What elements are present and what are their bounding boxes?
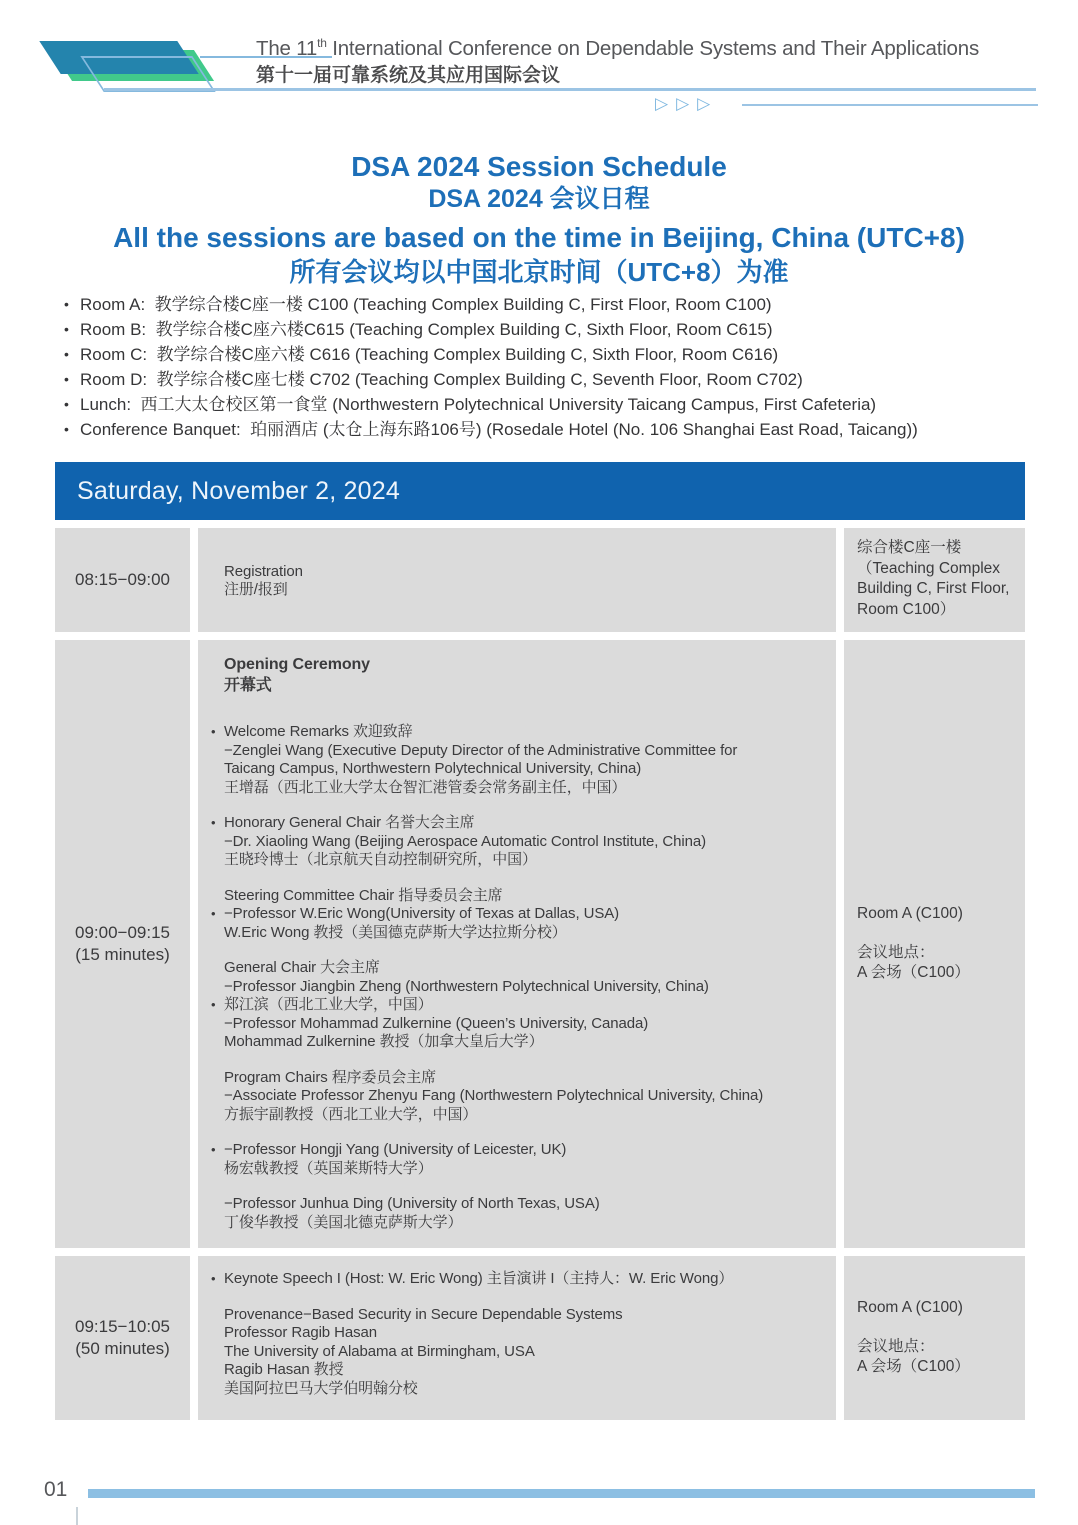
time-cell: [55, 1256, 190, 1420]
text-line: • Welcome Remarks 欢迎致辞: [224, 723, 824, 742]
text-line: Mohammad Zulkernine 教授（加拿大皇后大学）: [224, 1033, 544, 1050]
conference-title-zh: 第十一届可靠系统及其应用国际会议: [256, 64, 561, 86]
time-text: 09:00−09:15: [74, 923, 170, 942]
location-line: [857, 925, 1017, 943]
content-section: [224, 1306, 824, 1399]
text-line: 王晓玲博士（北京航天自动控制研究所，中国）: [224, 851, 537, 868]
title-en-prefix: The 11: [256, 36, 318, 60]
triangle-markers-icon: ▷▷▷: [655, 94, 719, 113]
text-line: • Honorary General Chair 名誉大会主席: [224, 814, 824, 833]
text-line: • 郑江滨（西北工业大学，中国）: [224, 996, 824, 1015]
time-cell: [55, 528, 190, 632]
conference-title-block: [256, 30, 979, 89]
text-line: 王增磊（西北工业大学太仓智汇港管委会常务副主任，中国）: [224, 778, 627, 796]
time-text: (50 minutes): [75, 1339, 170, 1358]
text-line: • −Professor W.Eric Wong(University of Texas at Dallas, USA): [224, 905, 824, 924]
location-line: （Teaching Complex: [857, 559, 1001, 577]
text-line: W.Eric Wong 教授（美国德克萨斯大学达拉斯分校）: [224, 923, 567, 941]
content-section: [224, 1069, 824, 1125]
room-legend-item: • Room B: 教学综合楼C座六楼C615 (Teaching Complex Building C, Sixth Floor, Room C615): [62, 317, 1022, 342]
schedule-row-keynote-1: [55, 1256, 1025, 1420]
page-number: 01: [44, 1478, 68, 1501]
location-line: 会议地点：: [857, 943, 935, 961]
content-cell: [198, 640, 836, 1248]
time-text: (15 minutes): [75, 945, 170, 964]
text-line: 丁俊华教授（美国北德克萨斯大学）: [224, 1213, 463, 1231]
header-decor-line-long: [104, 88, 1036, 91]
content-section: [224, 887, 824, 943]
content-section: [224, 654, 824, 696]
content-section: [224, 814, 824, 870]
location-line: Room A (C100): [857, 905, 963, 923]
schedule-table: [55, 462, 1025, 1420]
location-line: Room C100）: [857, 600, 956, 618]
room-legend-item: • Lunch: 西工大太仓校区第一食堂 (Northwestern Polytechnical University Taicang Campus, First Cafeteria): [62, 392, 1022, 417]
location-cell: [844, 1256, 1025, 1420]
text-line: Taicang Campus, Northwestern Polytechnical University, China): [224, 760, 642, 777]
text-line: −Associate Professor Zhenyu Fang (Northwestern Polytechnical University, China): [224, 1087, 764, 1104]
conference-title-en: [256, 30, 979, 62]
page-edge-mark: [76, 1507, 78, 1525]
location-line: A 会场（C100）: [857, 1358, 970, 1376]
location-cell: [844, 528, 1025, 632]
schedule-row-opening-ceremony: [55, 640, 1025, 1248]
footer-decor-bar: [88, 1489, 1035, 1498]
text-line: −Professor Mohammad Zulkernine (Queen’s University, Canada): [224, 1014, 649, 1032]
text-line: Registration: [224, 562, 303, 580]
page-title-block: [0, 150, 1078, 289]
location-line: A 会场（C100）: [857, 964, 970, 982]
text-line: 方振宇副教授（西北工业大学，中国）: [224, 1105, 478, 1123]
timezone-note-zh: 所有会议均以中国北京时间（UTC+8）为准: [289, 257, 789, 287]
text-line: −Dr. Xiaoling Wang (Beijing Aerospace Automatic Control Institute, China): [224, 832, 706, 850]
content-section: [224, 1141, 824, 1178]
text-line: Ragib Hasan 教授: [224, 1361, 344, 1378]
location-line: Room A (C100): [857, 1299, 963, 1317]
day-header: Saturday, November 2, 2024: [55, 462, 1025, 520]
content-cell: [198, 1256, 836, 1420]
page-title-zh: DSA 2024 会议日程: [428, 185, 650, 213]
timezone-note-en: All the sessions are based on the time in Beijing, China (UTC+8): [113, 222, 965, 253]
time-cell: [55, 640, 190, 1248]
header-decor-line-right: [742, 104, 1038, 106]
room-legend-list: [62, 292, 1022, 442]
location-line: 综合楼C座一楼: [857, 539, 962, 556]
location-line: 会议地点：: [857, 1337, 935, 1355]
title-en-rest: International Conference on Dependable Systems and Their Applications: [326, 36, 980, 60]
title-en-superscript: th: [317, 36, 327, 50]
text-line: −Professor Jiangbin Zheng (Northwestern Polytechnical University, China): [224, 977, 709, 995]
content-section: [224, 723, 824, 797]
text-line: 美国阿拉巴马大学伯明翰分校: [224, 1379, 418, 1397]
location-line: Building C, First Floor,: [857, 580, 1010, 597]
content-section: [224, 1270, 824, 1289]
text-line: The University of Alabama at Birmingham, USA: [224, 1342, 535, 1360]
page-title-en: DSA 2024 Session Schedule: [351, 151, 727, 182]
time-text: 09:15−10:05: [74, 1317, 170, 1336]
text-line: −Zenglei Wang (Executive Deputy Director of the Administrative Committee for: [224, 741, 738, 759]
room-legend-item: • Room A: 教学综合楼C座一楼 C100 (Teaching Complex Building C, First Floor, Room C100): [62, 292, 1022, 317]
schedule-row-registration: [55, 528, 1025, 632]
text-line: General Chair 大会主席: [224, 959, 380, 976]
content-section: [224, 563, 824, 600]
text-line: • Keynote Speech I (Host: W. Eric Wong) 主旨演讲 I（主持人：W. Eric Wong）: [224, 1270, 824, 1289]
text-line: 开幕式: [224, 677, 272, 694]
text-line: Program Chairs 程序委员会主席: [224, 1068, 436, 1086]
location-line: [857, 1319, 1017, 1337]
text-line: Provenance−Based Security in Secure Dependable Systems: [224, 1305, 623, 1323]
location-cell: [844, 640, 1025, 1248]
text-line: Opening Ceremony: [224, 656, 370, 673]
content-section: [224, 1195, 824, 1232]
time-text: 08:15−09:00: [74, 570, 170, 589]
logo-outline-shape: [80, 56, 215, 92]
text-line: Steering Committee Chair 指导委员会主席: [224, 886, 503, 904]
text-line: Professor Ragib Hasan: [224, 1324, 377, 1341]
text-line: 杨宏戟教授（英国莱斯特大学）: [224, 1159, 433, 1177]
content-section: [224, 959, 824, 1052]
room-legend-item: • Conference Banquet: 珀丽酒店 (太仓上海东路106号) (Rosedale Hotel (No. 106 Shanghai East Road, Taicang)): [62, 417, 1022, 442]
content-cell: [198, 528, 836, 632]
text-line: • −Professor Hongji Yang (University of Leicester, UK): [224, 1141, 824, 1160]
room-legend-item: • Room D: 教学综合楼C座七楼 C702 (Teaching Complex Building C, Seventh Floor, Room C702): [62, 367, 1022, 392]
room-legend-item: • Room C: 教学综合楼C座六楼 C616 (Teaching Complex Building C, Sixth Floor, Room C616): [62, 342, 1022, 367]
text-line: 注册/报到: [224, 581, 288, 598]
text-line: −Professor Junhua Ding (University of North Texas, USA): [224, 1195, 600, 1212]
